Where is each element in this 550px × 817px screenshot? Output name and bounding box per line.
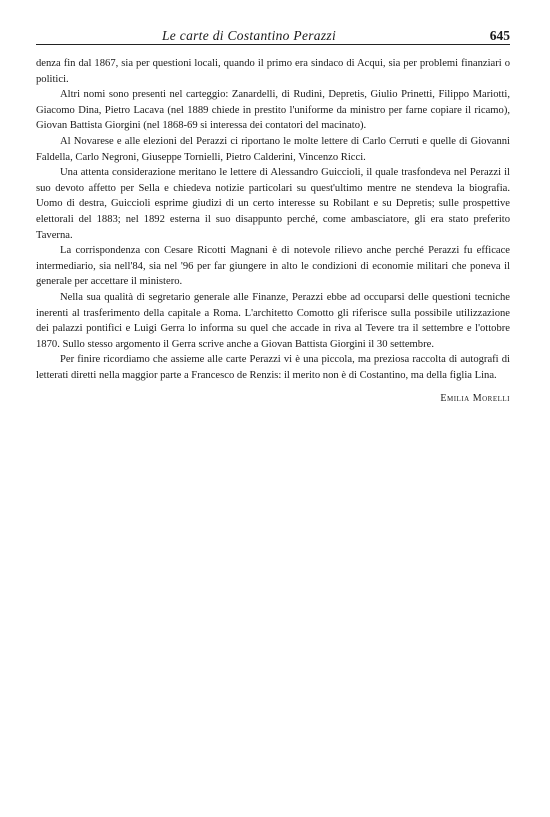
paragraph-guiccioli: Una attenta considerazione meritano le lettere di Alessandro Guiccioli, il quale trasfondeva nel Perazzi il suo devoto affetto per Sella e chiedeva notizie particolari su quest'ultimo mentre ne stendeva la biografia. Uomo di destra, Guiccioli esprime giudizi di un certo interesse su Robilant e su Depretis; sulle prospettive elettorali del 1883; nel 1892 esterna il suo disappunto perché, come ambasciatore, gli era stato preferito Taverna. [36,167,510,241]
author-signature: Emilia Morelli [440,393,510,405]
paragraph-other-names: Altri nomi sono presenti nel carteggio: Zanardelli, di Rudinì, Depretis, Giulio Prinetti, Filippo Mariotti, Giacomo Dina, Pietro Lacava (nel 1889 chiede in prestito l'uniforme da ministro per farne copiare il ricamo), Giovan Battista Giorgini (nel 1868-69 si interessa dei contatori del macinato). [36,89,510,132]
paragraph-novarese: Al Novarese e alle elezioni del Perazzi ci riportano le molte lettere di Carlo Cerruti e quelle di Giovanni Faldella, Carlo Negroni, Giuseppe Tornielli, Pietro Calderini, Vincenzo Ricci. [36,135,510,163]
article-body [36,56,510,383]
page [36,28,510,406]
paragraph-continuation: denza fin dal 1867, sia per questioni locali, quando il primo era sindaco di Acqui, sia per problemi finanziari o politici. [36,58,510,85]
paragraph-ricotti: La corrispondenza con Cesare Ricotti Magnani è di notevole rilievo anche perché Perazzi fu efficace intermediario, sia nell'84, sia nel '96 per far giungere in alto le condizioni di economie militari che poneva il generale per accettare il ministero. [36,245,510,288]
running-header [36,28,510,45]
paragraph-finanze: Nella sua qualità di segretario generale alle Finanze, Perazzi ebbe ad occuparsi delle questioni tecniche inerenti al trasferimento della capitale a Roma. L'architetto Comotto gli riferisce sulla possibile utilizzazione dei palazzi pontifici e Luigi Gerra lo informa su quel che accade in riva al Tevere tra il settembre e l'ottobre 1870. Sullo stesso argomento il Gerra scrive anche a Giovan Battista Giorgini il 30 settembre. [36,291,510,350]
paragraph-autografi: Per finire ricordiamo che assieme alle carte Perazzi vi è una piccola, ma preziosa raccolta di autografi di letterati diretti nella maggior parte a Francesco de Renzis: il merito non è di Costantino, ma della figlia Lina. [36,354,510,381]
running-title: Le carte di Costantino Perazzi [162,28,336,43]
page-number: 645 [489,28,510,43]
